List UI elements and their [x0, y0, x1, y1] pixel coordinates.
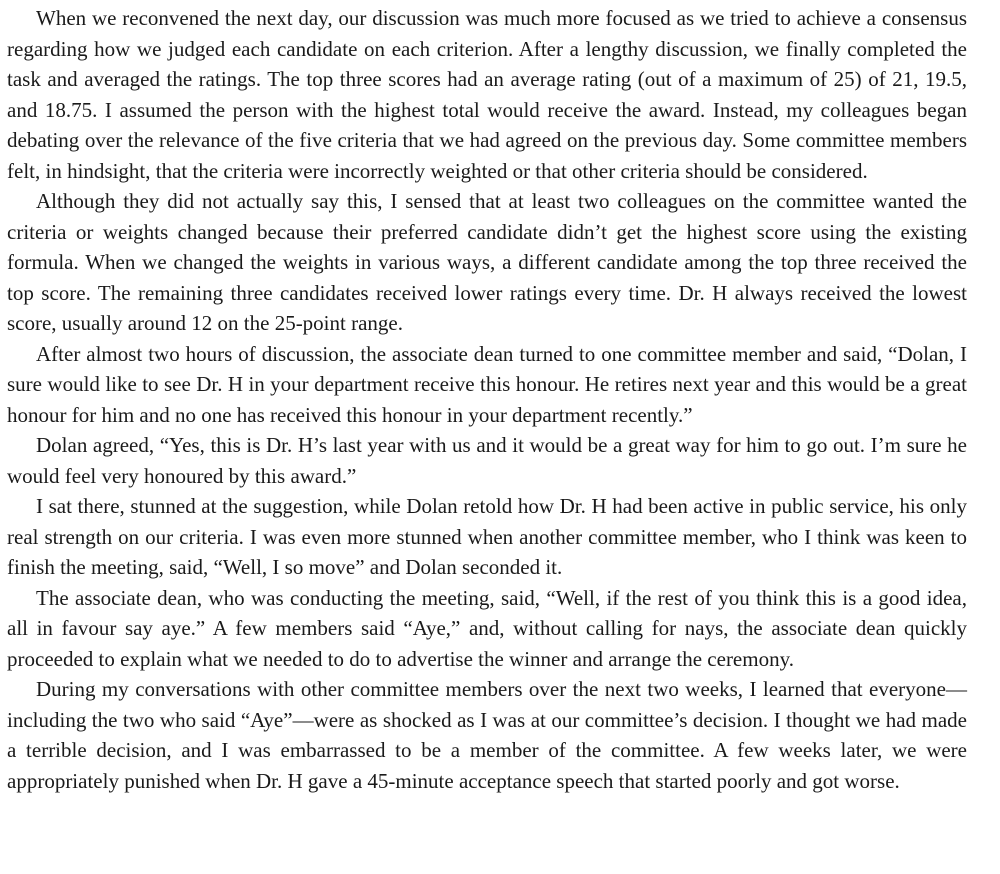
paragraph-reconvened: When we reconvened the next day, our discussion was much more focused as we tried to achieve a consensus regarding how we judged each candidate on each criterion. After a lengthy discussion, we finally completed the task and averaged the ratings. The top three scores had an average rating (out of a maximum of 25) of 21, 19.5, and 18.75. I assumed the person with the highest total would receive the award. Instead, my colleagues began debating over the relevance of the five criteria that we had agreed on the previous day. Some committee members felt, in hindsight, that the criteria were incorrectly weighted or that other criteria should be considered. [7, 6, 967, 183]
document-page [7, 3, 967, 796]
paragraph-associate-dean-suggestion: After almost two hours of discussion, the associate dean turned to one committee member and said, “Dolan, I sure would like to see Dr. H in your department receive this honour. He retires next year and this would be a great honour for him and no one has received this honour in your department recently.” [7, 341, 967, 427]
paragraph-stunned: I sat there, stunned at the suggestion, while Dolan retold how Dr. H had been active in public service, his only real strength on our criteria. I was even more stunned when another committee member, who I think was keen to finish the meeting, said, “Well, I so move” and Dolan seconded it. [7, 494, 967, 579]
paragraph-vote: The associate dean, who was conducting the meeting, said, “Well, if the rest of you think this is a good idea, all in favour say aye.” A few members said “Aye,” and, without calling for nays, the associate dean quickly proceeded to explain what we needed to do to advertise the winner and arrange the ceremony. [7, 585, 967, 671]
paragraph-aftermath: During my conversations with other committee members over the next two weeks, I learned that everyone—including the two who said “Aye”—were as shocked as I was at our committee’s decision. I thought we had made a terrible decision, and I was embarrassed to be a member of the committee. A few weeks later, we were appropriately punished when Dr. H gave a 45-minute acceptance speech that started poorly and got worse. [7, 677, 967, 793]
paragraph-dolan-agreed: Dolan agreed, “Yes, this is Dr. H’s last year with us and it would be a great way for him to go out. I’m sure he would feel very honoured by this award.” [7, 433, 967, 488]
paragraph-criteria-changed: Although they did not actually say this, I sensed that at least two colleagues on the committee wanted the criteria or weights changed because their preferred candidate didn’t get the highest score using the existing formula. When we changed the weights in various ways, a different candidate among the top three received the top score. The remaining three candidates received lower ratings every time. Dr. H always received the lowest score, usually around 12 on the 25-point range. [7, 189, 967, 335]
